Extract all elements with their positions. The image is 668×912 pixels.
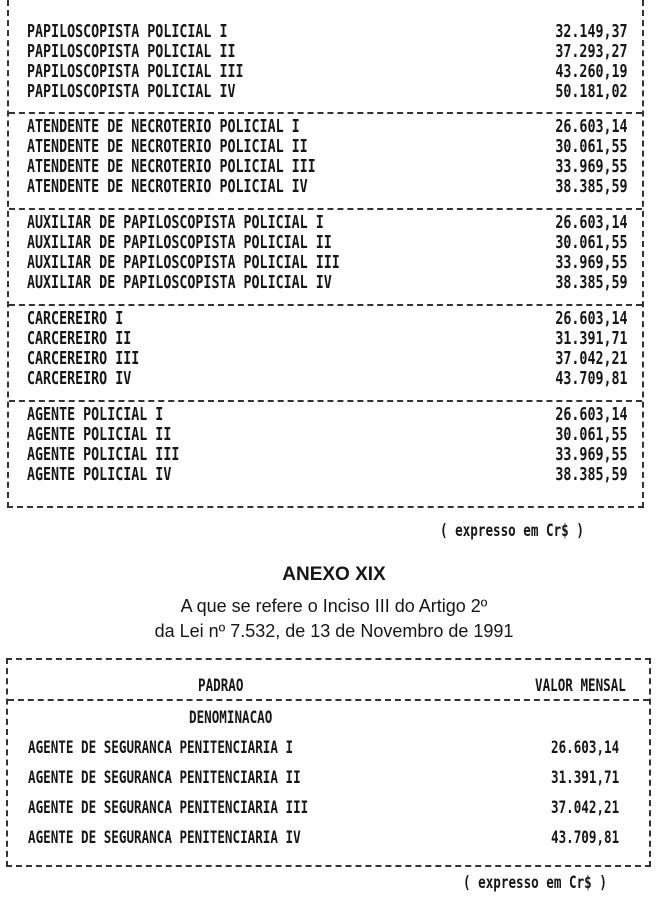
table-row bbox=[27, 42, 628, 62]
salary-value: 37.293,27 bbox=[555, 41, 628, 62]
position-label: AGENTE POLICIAL I bbox=[27, 404, 164, 425]
salary-value: 33.969,55 bbox=[555, 444, 628, 465]
salary-value: 30.061,55 bbox=[555, 424, 628, 445]
salary-value: 43.709,81 bbox=[551, 828, 620, 848]
position-label: AGENTE POLICIAL III bbox=[27, 444, 180, 465]
annex-subtitle-line1: A que se refere o Inciso III do Artigo 2º bbox=[180, 596, 488, 616]
salary-value: 37.042,21 bbox=[551, 798, 620, 818]
position-label: ATENDENTE DE NECROTERIO POLICIAL III bbox=[27, 156, 316, 177]
header-valor-mensal: VALOR MENSAL bbox=[535, 676, 626, 696]
table-row bbox=[27, 369, 628, 389]
position-label: AGENTE DE SEGURANCA PENITENCIARIA II bbox=[28, 768, 301, 788]
position-label: PAPILOSCOPISTA POLICIAL II bbox=[27, 41, 236, 62]
table-row bbox=[27, 425, 628, 445]
salary-value: 32.149,37 bbox=[555, 21, 628, 42]
salary-value: 33.969,55 bbox=[555, 252, 628, 273]
table-row bbox=[27, 349, 628, 369]
salary-value: 26.603,14 bbox=[555, 404, 628, 425]
position-label: AGENTE POLICIAL II bbox=[27, 424, 172, 445]
position-label: AUXILIAR DE PAPILOSCOPISTA POLICIAL III bbox=[27, 252, 340, 273]
salary-value: 26.603,14 bbox=[555, 212, 628, 233]
position-label: ATENDENTE DE NECROTERIO POLICIAL I bbox=[27, 116, 300, 137]
position-label: AGENTE POLICIAL IV bbox=[27, 464, 172, 485]
salary-value: 50.181,02 bbox=[555, 81, 628, 102]
table-row bbox=[27, 177, 628, 197]
position-label: AUXILIAR DE PAPILOSCOPISTA POLICIAL I bbox=[27, 212, 324, 233]
header-denominacao: DENOMINACAO bbox=[189, 708, 273, 728]
salary-value: 30.061,55 bbox=[555, 136, 628, 157]
table-row bbox=[27, 273, 628, 293]
salary-value: 38.385,59 bbox=[555, 272, 628, 293]
salary-value: 30.061,55 bbox=[555, 232, 628, 253]
position-label: AUXILIAR DE PAPILOSCOPISTA POLICIAL IV bbox=[27, 272, 332, 293]
salary-value: 43.260,19 bbox=[555, 61, 628, 82]
group-divider bbox=[9, 304, 642, 306]
salary-table-penitenciaria bbox=[6, 658, 651, 867]
salary-value: 38.385,59 bbox=[555, 176, 628, 197]
table-row bbox=[27, 233, 628, 253]
salary-value: 37.042,21 bbox=[555, 348, 628, 369]
salary-value: 26.603,14 bbox=[555, 116, 628, 137]
table-row bbox=[27, 137, 628, 157]
table-row bbox=[27, 309, 628, 329]
position-label: PAPILOSCOPISTA POLICIAL I bbox=[27, 21, 228, 42]
table-row bbox=[27, 22, 628, 42]
position-label: AGENTE DE SEGURANCA PENITENCIARIA III bbox=[28, 798, 309, 818]
position-label: AUXILIAR DE PAPILOSCOPISTA POLICIAL II bbox=[27, 232, 332, 253]
salary-table-policial bbox=[7, 0, 644, 508]
table-row bbox=[27, 465, 628, 485]
salary-value: 31.391,71 bbox=[551, 768, 620, 788]
position-label: ATENDENTE DE NECROTERIO POLICIAL IV bbox=[27, 176, 308, 197]
salary-value: 26.603,14 bbox=[555, 308, 628, 329]
salary-value: 33.969,55 bbox=[555, 156, 628, 177]
group-divider bbox=[9, 112, 642, 114]
salary-value: 38.385,59 bbox=[555, 464, 628, 485]
salary-value: 31.391,71 bbox=[555, 328, 628, 349]
table-row bbox=[27, 329, 628, 349]
header-padrao: PADRAO bbox=[198, 676, 244, 696]
position-label: AGENTE DE SEGURANCA PENITENCIARIA I bbox=[28, 738, 294, 758]
table-row bbox=[27, 62, 628, 82]
currency-note-1: ( expresso em Cr$ ) bbox=[440, 521, 584, 541]
position-label: PAPILOSCOPISTA POLICIAL IV bbox=[27, 81, 236, 102]
table-row bbox=[27, 405, 628, 425]
salary-value: 26.603,14 bbox=[551, 738, 620, 758]
annex-title: ANEXO XIX bbox=[282, 564, 386, 585]
position-label: PAPILOSCOPISTA POLICIAL III bbox=[27, 61, 244, 82]
table-row bbox=[27, 445, 628, 465]
table-row bbox=[27, 117, 628, 137]
position-label: CARCEREIRO IV bbox=[27, 368, 132, 389]
group-divider bbox=[9, 400, 642, 402]
header-divider bbox=[8, 699, 649, 701]
table-row bbox=[27, 82, 628, 102]
table-row bbox=[27, 213, 628, 233]
position-label: CARCEREIRO III bbox=[27, 348, 140, 369]
salary-value: 43.709,81 bbox=[555, 368, 628, 389]
table-row bbox=[27, 157, 628, 177]
table-row bbox=[27, 253, 628, 273]
position-label: CARCEREIRO II bbox=[27, 328, 132, 349]
group-divider bbox=[9, 208, 642, 210]
position-label: CARCEREIRO I bbox=[27, 308, 124, 329]
position-label: ATENDENTE DE NECROTERIO POLICIAL II bbox=[27, 136, 308, 157]
annex-subtitle-line2: da Lei nº 7.532, de 13 de Novembro de 1991 bbox=[154, 621, 514, 641]
position-label: AGENTE DE SEGURANCA PENITENCIARIA IV bbox=[28, 828, 301, 848]
currency-note-2: ( expresso em Cr$ ) bbox=[463, 873, 607, 893]
